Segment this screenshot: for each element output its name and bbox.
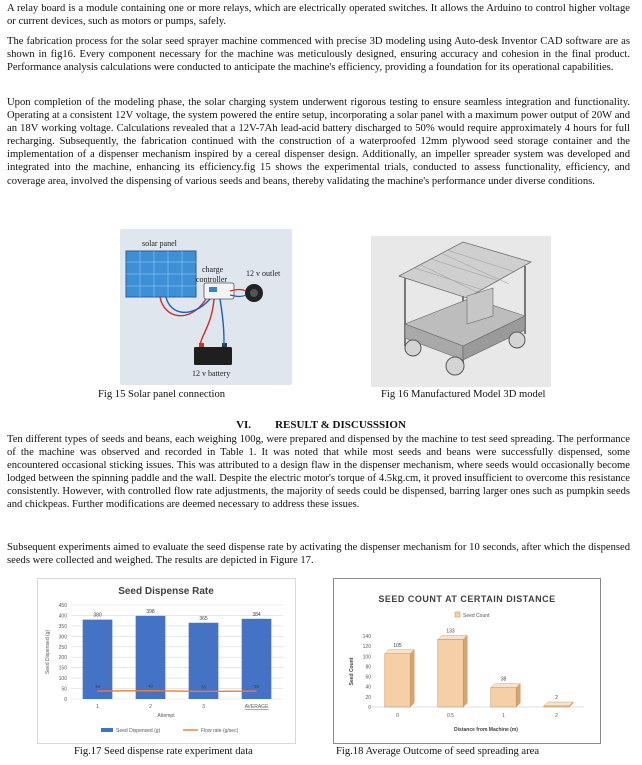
line-data-label: 38 (253, 684, 260, 690)
chart-title: Seed Dispense Rate (118, 586, 214, 597)
x-tick-label: 1 (96, 704, 99, 710)
bar-top-face (438, 636, 467, 640)
chart-title: SEED COUNT AT CERTAIN DISTANCE (378, 594, 556, 604)
x-tick-label: AVERAGE (244, 704, 269, 710)
chart-seed-dispense-rate (37, 578, 296, 744)
y-tick-label: 450 (58, 603, 67, 609)
bar-top-face (385, 650, 414, 654)
caption-fig17: Fig.17 Seed dispense rate experiment data (74, 746, 253, 757)
y-tick-label: 60 (365, 674, 371, 681)
y-tick-label: 350 (58, 623, 67, 630)
bar-top-face (544, 702, 573, 706)
paragraph-fabrication (7, 35, 630, 74)
label-outlet: 12 v outlet (246, 269, 281, 278)
figure-solar-panel-connection (120, 229, 292, 385)
x-tick-label: 2 (555, 713, 558, 719)
bar-data-label: 38 (500, 676, 507, 683)
bar-side-face (516, 684, 520, 707)
bar-data-label: 105 (393, 642, 402, 649)
bar (438, 640, 463, 707)
y-tick-label: 0 (64, 697, 67, 703)
paragraph-result (7, 433, 630, 512)
section-heading (0, 419, 642, 431)
x-tick-label: 1 (502, 713, 505, 719)
paragraph-text: The fabrication process for the solar seed sprayer machine commenced with precise 3D modeling using Auto-desk Inventor CAD software are as shown in fig16. Every component necessary for the machine was meticulously designed, ensuring accuracy and cohesion in the final product. Performance analysis calculations were conducted to anticipate the machine's efficiency, providing a foundation for its operational capabilities. (7, 36, 630, 74)
chart-svg (38, 579, 295, 743)
wheel-graphic (446, 357, 464, 375)
paragraph-text: Upon completion of the modeling phase, the solar charging system underwent rigorous testing to ensure seamless integration and functionality. Operating at a consistent 12V voltage, the system powered the entire setup, incorporating a solar panel with a maximum power output of 20W and an 18V working voltage. Calculations revealed that a 12V-7Ah lead-acid battery discharged to 50% would require approximately 4 hours for full recharging. Subsequently, the fabrication continued with the construction of a waterproofed 12mm plywood seed storage container and the implementation of a dispenser mechanism inspired by a cereal dispenser design. Additionally, an impeller spreader system was developed and integrated into the machine, enhancing its efficiency.fig 15 shows the experimental trials, conducted to assess functionality, efficiency, and coverage area, involved the dispensing of various seeds and beans, thereby validating the machine's performance under diverse conditions. (7, 97, 630, 187)
figure-3d-model (371, 236, 551, 387)
section-number: VI. (236, 419, 252, 431)
bar (385, 654, 410, 707)
chart-seed-count-distance (333, 578, 601, 744)
paragraph-subsequent (7, 541, 630, 567)
label-solar-panel: solar panel (142, 239, 177, 248)
line-data-label: 36 (200, 684, 207, 690)
label-battery: 12 v battery (192, 369, 231, 378)
bar-data-label: 380 (93, 612, 102, 619)
legend-swatch-bar (101, 728, 113, 732)
y-tick-label: 140 (362, 634, 371, 640)
x-tick-label: 2 (149, 704, 152, 710)
wheel-graphic (405, 340, 421, 356)
y-tick-label: 20 (365, 694, 371, 701)
machine-3d-render (371, 236, 551, 387)
line-data-label: 38 (94, 684, 101, 690)
legend-swatch (455, 612, 460, 617)
x-tick-label: 0 (396, 713, 399, 719)
section-title: RESULT & DISCUSSSION (275, 419, 406, 431)
caption-fig18: Fig.18 Average Outcome of seed spreading area (336, 746, 540, 757)
charge-controller-graphic (204, 283, 234, 299)
y-tick-label: 100 (58, 676, 67, 683)
bar-data-label: 133 (446, 628, 455, 635)
line-data-label: 40 (147, 683, 154, 689)
y-axis-label: Seed Dispensed (g) (45, 629, 51, 675)
bar-top-face (491, 684, 520, 688)
label-controller: controller (196, 275, 228, 284)
y-tick-label: 40 (365, 684, 371, 691)
battery-graphic (194, 347, 232, 365)
y-tick-label: 100 (362, 654, 371, 661)
y-tick-label: 150 (58, 665, 67, 672)
y-tick-label: 80 (365, 664, 371, 671)
line-series-flow-rate (98, 691, 257, 692)
y-tick-label: 120 (362, 644, 371, 651)
legend-label: Seed Count (463, 613, 490, 619)
wheel-graphic (509, 332, 525, 348)
y-tick-label: 200 (58, 655, 67, 662)
bar-side-face (463, 636, 467, 707)
y-tick-label: 250 (58, 644, 67, 651)
label-charge: charge (202, 265, 224, 274)
paragraph-text: Subsequent experiments aimed to evaluate the seed dispense rate by activating the dispenser mechanism for 10 seconds, after which the dispensed seeds were collected and weighed. The results are depicted in Figure 17. (7, 542, 630, 567)
legend-label: Seed Dispensed (g) (116, 728, 161, 734)
bar-data-label: 398 (146, 608, 155, 615)
y-tick-label: 400 (58, 613, 67, 620)
caption-fig15: Fig 15 Solar panel connection (98, 389, 226, 400)
x-axis-label: Distance from Machine (m) (454, 727, 518, 733)
y-tick-label: 0 (368, 705, 371, 711)
paragraph-text: Ten different types of seeds and beans, each weighing 100g, were prepared and dispensed by the machine to test seed spreading. The performance of the machine was observed and recorded in Table 1. It was noted that while most seeds and beans were successfully dispensed, some encountered occasional sticking issues. This was attributed to a design flaw in the dispenser mechanism, where seeds would occasionally become lodged between the spinning paddle and the wall. Despite the electric motor's torque of 4.5kg.cm, it proved insufficient to overcome this resistance consistently. However, with controlled flow rate adjustments, the majority of seeds could be dispensed, barring larger ones such as pumpkin seeds and chickpeas. Further modifications are deemed necessary to address these issues. (7, 434, 630, 511)
paragraph-text: A relay board is a module containing one or more relays, which are electrically operated switches. It allows the Arduino to control higher voltage or current devices, such as motors or pumps, safely. (7, 3, 630, 28)
y-tick-label: 300 (58, 634, 67, 641)
chart-svg (334, 579, 600, 743)
x-tick-label: 3 (202, 704, 205, 710)
legend-label: Flow rate (g/sec) (201, 728, 239, 734)
x-tick-label: 0.5 (447, 713, 454, 719)
y-axis-label: Seed Count (349, 657, 355, 686)
bar-data-label: 384 (252, 611, 261, 618)
caption-fig16: Fig 16 Manufactured Model 3D model (381, 389, 546, 400)
y-tick-label: 50 (61, 686, 67, 693)
bar-side-face (410, 650, 414, 707)
bar (491, 688, 516, 707)
paragraph-solar-charging (7, 96, 630, 188)
bar (544, 706, 569, 707)
bar-data-label: 2 (555, 694, 558, 701)
paragraph-relay-board (7, 2, 630, 28)
solar-wiring-illustration (120, 229, 292, 385)
bar-data-label: 365 (199, 615, 208, 622)
x-axis-label: Attempt (157, 713, 175, 719)
